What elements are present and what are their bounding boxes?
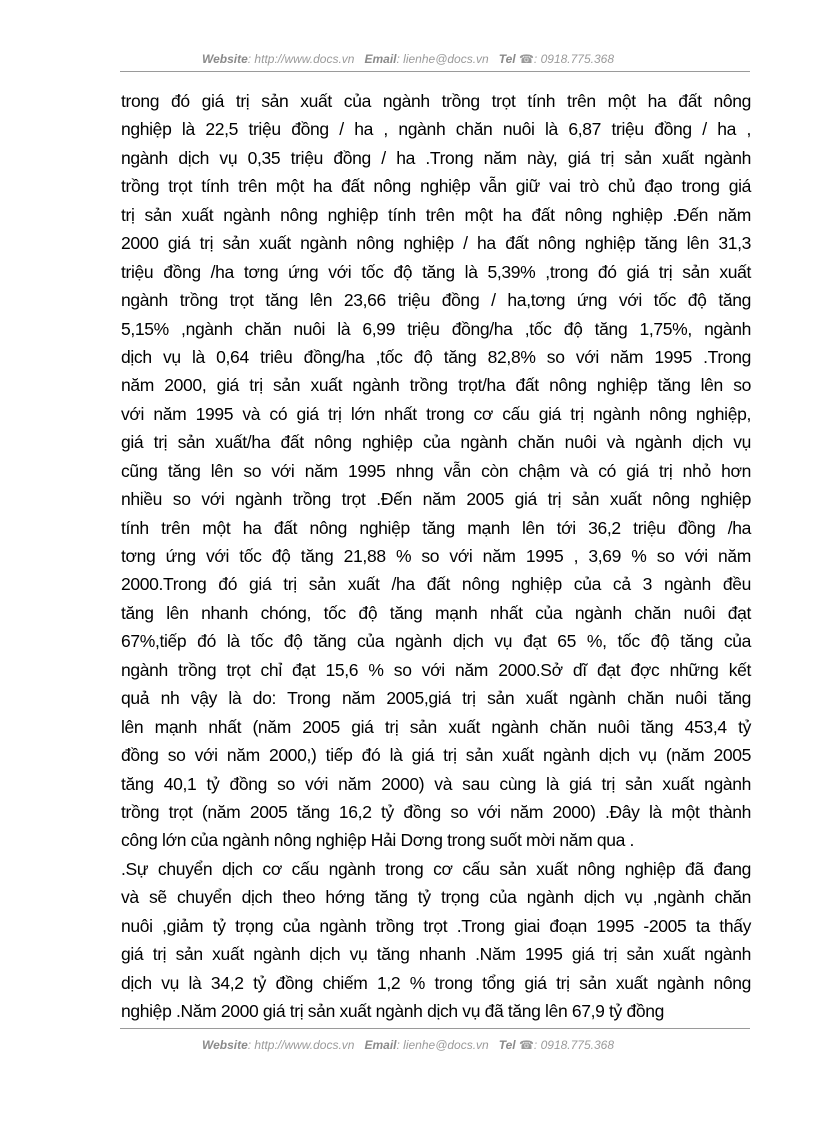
text-line: ngành trồng trọt chỉ đạt 15,6 % so với năm 2000.Sở dĩ đạt đợc những kết xyxy=(121,659,751,680)
footer-email-label: Email xyxy=(364,1038,397,1052)
footer-website-label: Website xyxy=(201,1038,248,1052)
text-line: dịch vụ là 34,2 tỷ đồng chiếm 1,2 % trong tổng giá trị sản xuất ngành nông xyxy=(121,972,751,993)
page-footer xyxy=(0,1038,816,1052)
text-line: đồng so với năm 2000,) tiếp đó là giá trị sản xuất ngành dịch vụ (năm 2005 xyxy=(121,745,751,766)
text-line: tơng ứng với tốc độ tăng 21,88 % so với năm 1995 , 3,69 % so với năm xyxy=(121,546,751,566)
text-line: nhiều so với ngành trồng trọt .Đến năm 2005 giá trị sản xuất nông nghiệp xyxy=(121,489,751,510)
text-line: giá trị sản xuất/ha đất nông nghiệp của ngành chăn nuôi và ngành dịch vụ xyxy=(121,432,751,453)
text-line: công lớn của ngành nông nghiệp Hải Dơng trong suốt mời năm qua . xyxy=(121,830,635,851)
text-line: tăng lên nhanh chóng, tốc độ tăng mạnh nhất của ngành chăn nuôi đạt xyxy=(121,602,751,623)
footer-tel-label: Tel xyxy=(498,1038,516,1052)
document-body xyxy=(121,87,751,1025)
text-line: cũng tăng lên so với năm 1995 nhng vẫn còn chậm và có giá trị nhỏ hơn xyxy=(121,460,751,481)
text-line: nghiệp .Năm 2000 giá trị sản xuất ngành dịch vụ đã tăng lên 67,9 tỷ đồng xyxy=(121,1001,664,1021)
header-email-label: Email xyxy=(364,52,397,66)
text-line: giá trị sản xuất ngành dịch vụ tăng nhanh .Năm 1995 giá trị sản xuất ngành xyxy=(121,944,751,965)
text-line: nuôi ,giảm tỷ trọng của ngành trồng trọt .Trong giai đoạn 1995 -2005 ta thấy xyxy=(121,915,751,936)
text-line: trị sản xuất ngành nông nghiệp tính trên một ha đất nông nghiệp .Đến năm xyxy=(121,204,751,225)
header-tel-value: ☎: 0918.775.368 xyxy=(518,52,615,66)
footer-divider xyxy=(120,1028,750,1029)
text-line: 2000.Trong đó giá trị sản xuất /ha đất nông nghiệp của cả 3 ngành đều xyxy=(121,574,751,595)
header-email-value[interactable]: : lienhe@docs.vn xyxy=(396,52,489,66)
text-line: tính trên một ha đất nông nghiệp tăng mạnh lên tới 36,2 triệu đồng /ha xyxy=(121,517,751,538)
text-line: 67%,tiếp đó là tốc độ tăng của ngành dịch vụ đạt 65 %, tốc độ tăng của xyxy=(121,631,751,652)
footer-email-value[interactable]: : lienhe@docs.vn xyxy=(396,1038,489,1052)
text-line: ngành dịch vụ 0,35 triệu đồng / ha .Trong năm này, giá trị sản xuất ngành xyxy=(121,147,751,168)
page-header xyxy=(0,52,816,66)
text-line: năm 2000, giá trị sản xuất ngành trồng trọt/ha đất nông nghiệp tăng lên so xyxy=(121,375,751,396)
text-line: tăng 40,1 tỷ đồng so với năm 2000) và sau cùng là giá trị sản xuất ngành xyxy=(121,773,751,794)
text-line: và sẽ chuyển dịch theo hớng tăng tỷ trọng của ngành dịch vụ ,ngành chăn xyxy=(121,887,751,908)
header-divider xyxy=(120,71,750,72)
text-line: 5,15% ,ngành chăn nuôi là 6,99 triệu đồng/ha ,tốc độ tăng 1,75%, ngành xyxy=(121,318,751,339)
text-line: trồng trọt (năm 2005 tăng 16,2 tỷ đồng so với năm 2000) .Đây là một thành xyxy=(121,801,751,822)
footer-tel-value: ☎: 0918.775.368 xyxy=(518,1038,615,1052)
text-line: quả nh vậy là do: Trong năm 2005,giá trị sản xuất ngành chăn nuôi tăng xyxy=(121,688,751,709)
text-line: nghiệp là 22,5 triệu đồng / ha , ngành chăn nuôi là 6,87 triệu đồng / ha , xyxy=(121,119,751,140)
text-line: dịch vụ là 0,64 triêu đồng/ha ,tốc độ tăng 82,8% so với năm 1995 .Trong xyxy=(121,346,751,367)
text-line: ngành trồng trọt tăng lên 23,66 triệu đồng / ha,tơng ứng với tốc độ tăng xyxy=(121,290,751,311)
header-website-label: Website xyxy=(201,52,248,66)
text-line: trồng trọt tính trên một ha đất nông nghiệp vẫn giữ vai trò chủ đạo trong giá xyxy=(121,176,751,197)
header-website-value[interactable]: : http://www.docs.vn xyxy=(247,52,355,66)
header-tel-label: Tel xyxy=(498,52,516,66)
text-line: với năm 1995 và có giá trị lớn nhất trong cơ cấu giá trị ngành nông nghiệp, xyxy=(121,403,751,424)
text-line: 2000 giá trị sản xuất ngành nông nghiệp / ha đất nông nghiệp tăng lên 31,3 xyxy=(121,233,751,254)
text-line: trong đó giá trị sản xuất của ngành trồng trọt tính trên một ha đất nông xyxy=(121,91,751,111)
text-line: lên mạnh nhất (năm 2005 giá trị sản xuất ngành chăn nuôi tăng 453,4 tỷ xyxy=(121,716,751,737)
text-line: .Sự chuyển dịch cơ cấu ngành trong cơ cấu sản xuất nông nghiệp đã đang xyxy=(121,858,751,879)
text-line: triệu đồng /ha tơng ứng với tốc độ tăng là 5,39% ,trong đó giá trị sản xuất xyxy=(121,261,751,282)
footer-website-value[interactable]: : http://www.docs.vn xyxy=(247,1038,355,1052)
